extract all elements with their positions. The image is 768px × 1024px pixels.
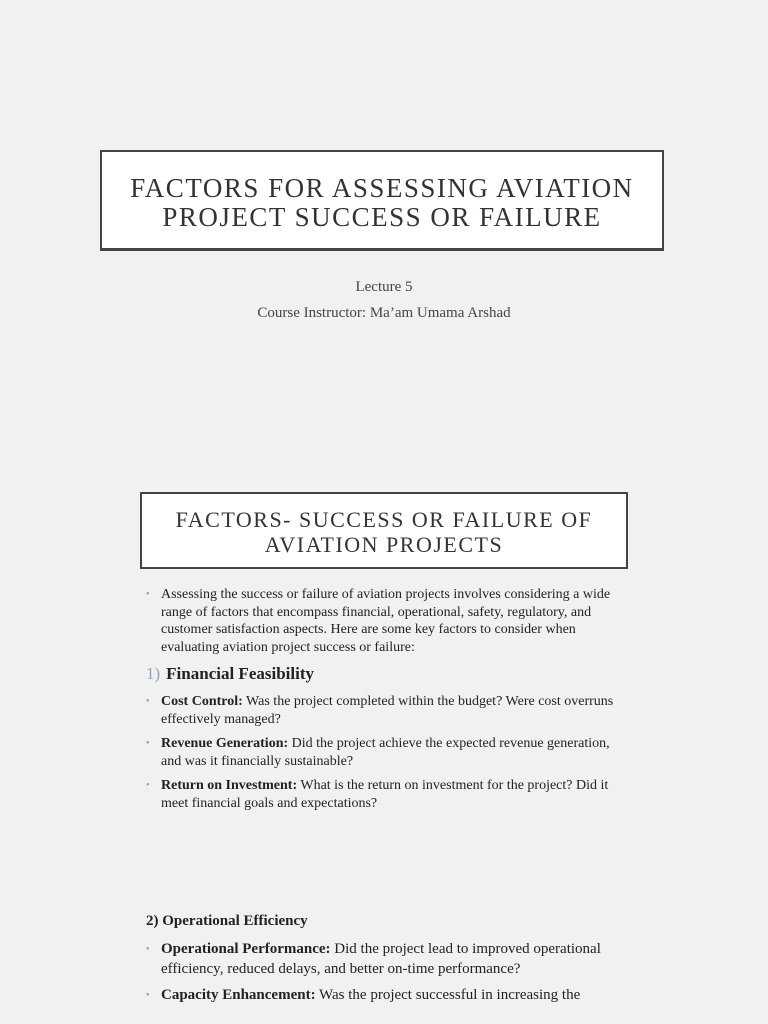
item-text: Was the project successful in increasing the (315, 987, 581, 1003)
slide1-title-line2: PROJECT SUCCESS OR FAILURE (162, 202, 602, 232)
item-label: Return on Investment: (161, 778, 298, 793)
item-text: What is the return on investment for the project? Did it meet financial goals and expectations? (161, 778, 609, 811)
item-label: Capacity Enhancement: (161, 987, 316, 1003)
slide2-title-box (140, 492, 628, 569)
bullet-icon: • (146, 738, 150, 749)
section-title: Financial Feasibility (166, 664, 314, 683)
intro-paragraph (146, 586, 616, 656)
list-item (146, 940, 616, 979)
bullet-icon: • (146, 990, 150, 1001)
slide2-title-line2: AVIATION PROJECTS (264, 532, 504, 557)
item-text: Was the project completed within the budget? Were cost overruns effectively managed? (161, 694, 614, 727)
item-label: Operational Performance: (161, 941, 331, 957)
list-item (146, 693, 616, 728)
intro-text: Assessing the success or failure of aviation projects involves considering a wide range of factors that encompass financial, operational, safety, regulatory, and customer satisfaction aspects. Here are some key factors to consider when evaluating aviation project success or failure: (161, 587, 611, 655)
section-heading-financial (146, 664, 314, 684)
item-text: Did the project achieve the expected revenue generation, and was it financially sustainable? (161, 736, 610, 769)
bullet-icon: • (146, 780, 150, 791)
slide2-title-line1: FACTORS- SUCCESS OR FAILURE OF (175, 507, 593, 532)
list-item (146, 986, 616, 1006)
bullet-icon: • (146, 944, 150, 955)
item-text: Did the project lead to improved operational efficiency, reduced delays, and better on-time performance? (161, 941, 601, 977)
lecture-label: Lecture 5 (355, 279, 413, 295)
instructor-label: Course Instructor: Ma’am Umama Arshad (257, 305, 511, 321)
section-number: 1) (146, 664, 161, 683)
bullet-icon: • (146, 589, 150, 600)
operational-list (146, 940, 616, 1006)
list-item (146, 735, 616, 770)
slide1-title-line1: FACTORS FOR ASSESSING AVIATION (130, 173, 634, 203)
item-label: Revenue Generation: (161, 736, 289, 751)
list-item (146, 777, 616, 812)
bullet-icon: • (146, 696, 150, 707)
section-heading-operational: 2) Operational Efficiency (146, 913, 308, 929)
slide1-title-box (100, 150, 664, 251)
financial-list (146, 693, 616, 812)
item-label: Cost Control: (161, 694, 243, 709)
